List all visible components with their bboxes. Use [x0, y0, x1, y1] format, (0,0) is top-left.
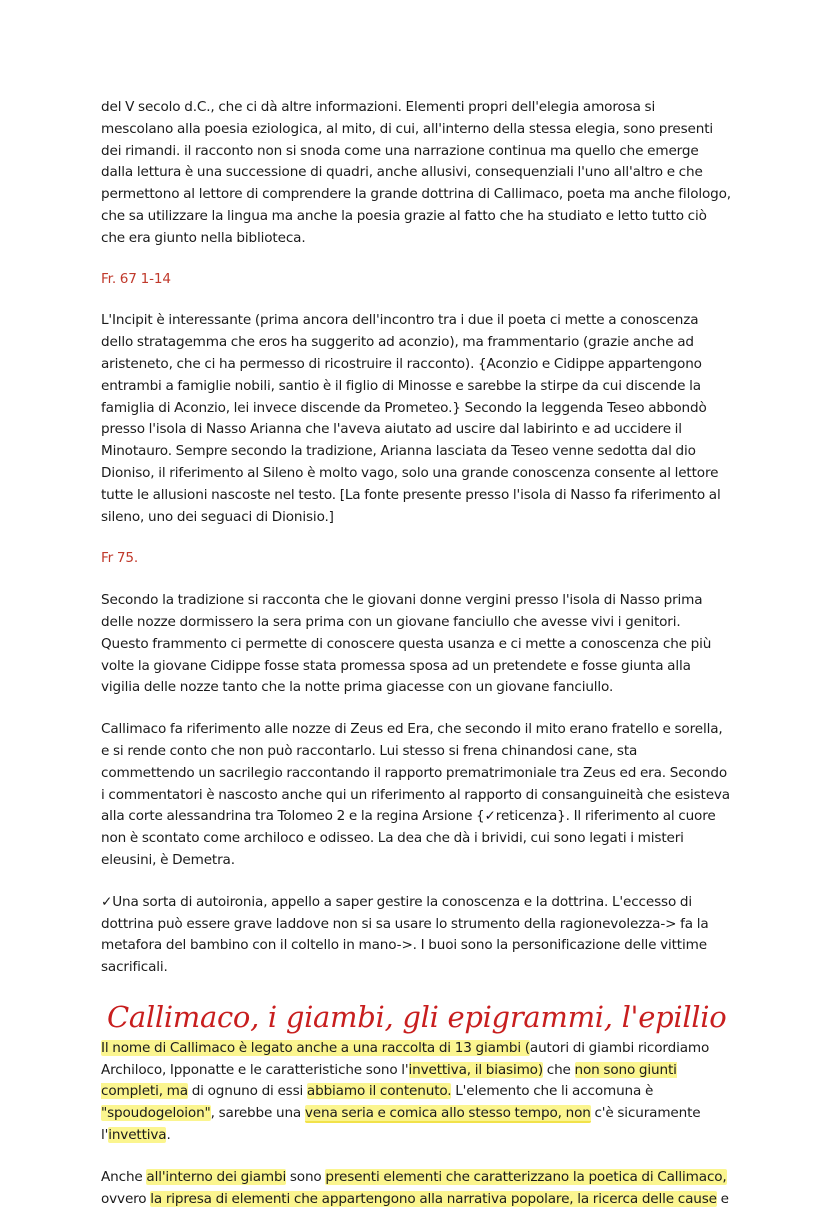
highlight: vena seria e comica allo stesso tempo, non: [304, 1105, 591, 1122]
highlight: la ripresa di elementi che appartengono alla narrativa popolare, la ricerca delle cause: [150, 1190, 717, 1207]
text-run: che: [543, 1061, 575, 1078]
text-run: , sarebbe una: [210, 1105, 305, 1122]
text-run: Anche: [101, 1168, 147, 1185]
highlight: invettiva: [108, 1127, 167, 1144]
fragment-67-paragraph: L'Incipit è interessante (prima ancora dell'incontro tra i due il poeta ci mette a conoscenza dello stratagemma che eros ha suggerito ad aconzio), ma frammentario (grazie anche ad aristeneto, che ci ha permesso di ricostruire il racconto). {Aconzio e Cidippe appartengono entrambi a famiglie nobili, santio è il figlio di Minosse e sarebbe la stirpe da cui discende la famiglia di Aconzio, lei invece discende da Prometeo.} Secondo la leggenda Teseo abbondò presso l'isola di Nasso Arianna che l'aveva aiutato ad uscire dal labirinto e ad uccidere il Minotauro. Sempre secondo la tradizione, Arianna lasciata da Teseo venne sedotta dal dio Dioniso, il riferimento al Sileno è molto vago, solo una grande conoscenza consente al lettore tutte le allusioni nascoste nel testo. [La fonte presente presso l'isola di Nasso fa riferimento al sileno, uno dei seguaci di Dionisio.]: [101, 312, 721, 525]
text-run: sono: [286, 1168, 326, 1185]
fragment-75-label: Fr 75.: [101, 550, 139, 567]
text-run: ovvero: [101, 1190, 151, 1207]
highlight: presenti elementi che caratterizzano la poetica di Callimaco,: [325, 1168, 727, 1185]
fragment-75-paragraph-3: ✓Una sorta di autoironia, appello a saper gestire la conoscenza e la dottrina. L'eccesso di dottrina può essere grave laddove non si sa usare lo strumento della ragionevolezza-> fa la metafora del bambino con il coltello in mano->. I buoi sono la personificazione delle vittime sacrificali.: [101, 893, 709, 976]
highlight: invettiva, il biasimo): [408, 1061, 543, 1078]
text-run: autori di giambi ricordiamo Archiloco, Ipponatte e le caratteristiche sono l': [101, 1039, 710, 1078]
fragment-67-label: Fr. 67 1-14: [101, 270, 171, 287]
intro-paragraph: del V secolo d.C., che ci dà altre informazioni. Elementi propri dell'elegia amorosa si mescolano alla poesia eziologica, al mito, di cui, all'interno della stessa elegia, sono presenti dei rimandi. il racconto non si snoda come una narrazione continua ma quello che emerge dalla lettura è una successione di quadri, anche allusivi, consequenziali l'uno all'altro e che permettono al lettore di comprendere la grande dottrina di Callimaco, poeta ma anche filologo, che sa utilizzare la lingua ma anche la poesia grazie al fatto che ha studiato e letto tutto ciò che era giunto nella biblioteca.: [101, 99, 731, 246]
text-run: di ognuno di essi: [187, 1083, 307, 1100]
highlight: non sono giunti completi, ma: [101, 1061, 677, 1100]
fragment-75-paragraph-2: Callimaco fa riferimento alle nozze di Zeus ed Era, che secondo il mito erano fratello e sorella, e si rende conto che non può raccontarlo. Lui stesso si frena chinandosi cane, sta commettendo un sacrilegio raccontando il rapporto prematrimoniale tra Zeus ed era. Secondo i commentatori è nascosto anche qui un riferimento al rapporto di consanguineità che esisteva alla corte alessandrina tra Tolomeo 2 e la regina Arsione {✓reticenza}. Il riferimento al cuore non è scontato come archiloco e odisseo. La dea che dà i brividi, cui sono legati i misteri eleusini, è Demetra.: [101, 721, 730, 868]
text-run: L'elemento che li accomuna è: [451, 1083, 654, 1100]
highlight: all'interno dei giambi: [146, 1168, 287, 1185]
text-run: e: [716, 1190, 729, 1207]
anche-paragraph: [101, 1167, 731, 1211]
fragment-75-paragraph-1: Secondo la tradizione si racconta che le giovani donne vergini presso l'isola di Nasso prima delle nozze dormissero la sera prima con un giovane fanciullo che avesse vivi i genitori. Questo frammento ci permette di conoscere questa usanza e ci mette a conoscenza che più volte la giovane Cidippe fosse stata promessa sposa ad un pretendete e fosse giunta alla vigilia delle nozze tanto che la notte prima giacesse con un giovane fanciullo.: [101, 592, 712, 696]
giambi-paragraph: [101, 1038, 731, 1147]
highlight: Il nome di Callimaco è legato anche a una raccolta di 13 giambi (: [101, 1039, 530, 1056]
highlight: abbiamo il contenuto.: [306, 1083, 452, 1100]
page-content: [101, 97, 731, 1230]
text-run: c'è sicuramente l': [101, 1105, 701, 1144]
highlight: "spoudogeloion": [101, 1105, 211, 1122]
text-run: .: [166, 1127, 171, 1144]
section-heading: Callimaco, i giambi, gli epigrammi, l'epillio: [107, 999, 727, 1034]
